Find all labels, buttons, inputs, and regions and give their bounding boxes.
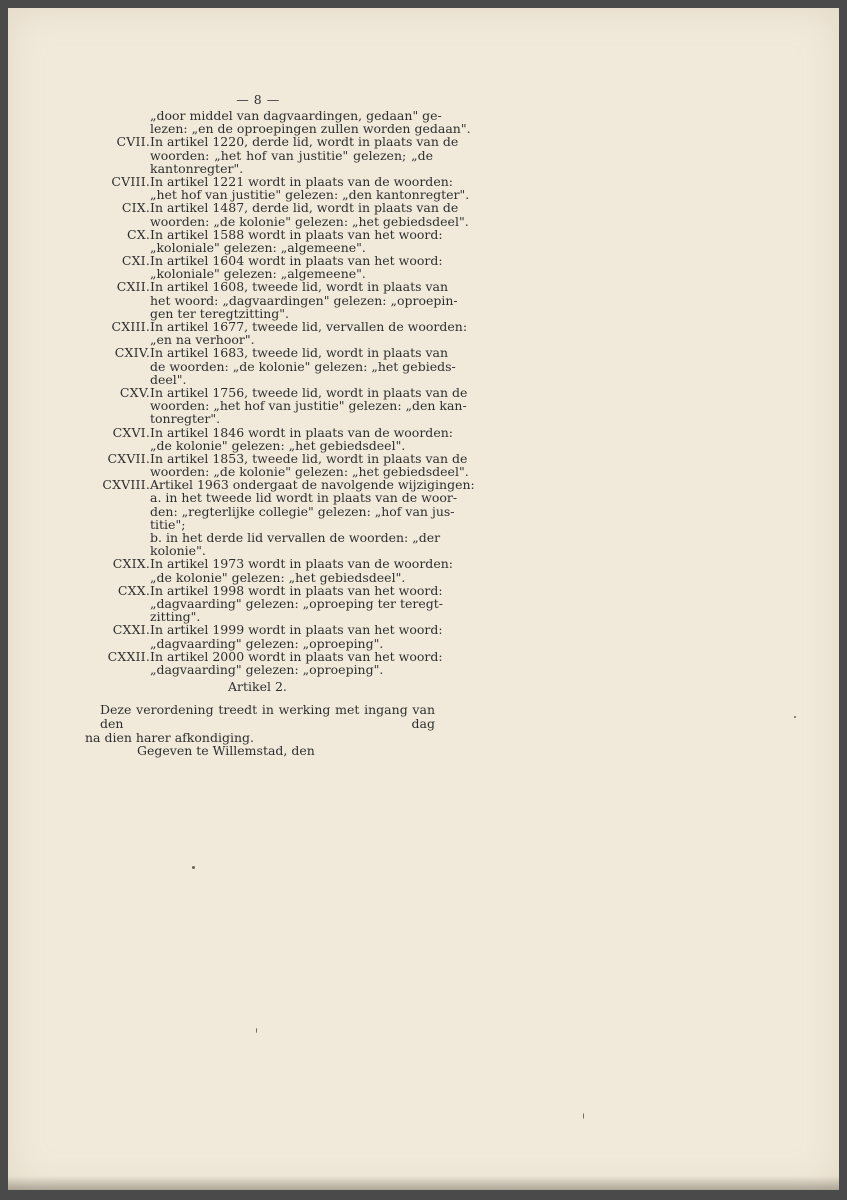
paper-speck — [192, 866, 195, 869]
paper-speck — [256, 1028, 257, 1033]
amendment-number: CX. — [126, 226, 150, 242]
amendment-line — [73, 648, 443, 664]
amendment-line — [73, 345, 449, 361]
amendment-text: lezen: „en de oproepingen zullen worden gedaan". — [150, 121, 471, 137]
amendment-line — [73, 292, 458, 308]
amendment-text: kolonie". — [150, 543, 206, 559]
amendment-text: Artikel 1963 ondergaat de navolgende wijzigingen: — [150, 477, 475, 493]
amendment-line — [73, 490, 458, 506]
amendment-text: „koloniale" gelezen: „algemeene". — [150, 266, 366, 282]
closing-line-2: na dien harer afkondiging. — [85, 730, 254, 745]
amendment-line — [73, 637, 433, 650]
amendment-text: gen ter teregtzitting". — [150, 305, 290, 321]
amendment-text: In artikel 1683, tweede lid, wordt in plaats van — [150, 345, 449, 361]
amendment-line — [73, 595, 443, 611]
amendment-line — [73, 373, 433, 386]
amendment-number: CXVI. — [112, 424, 150, 440]
amendment-text: zitting". — [150, 609, 201, 625]
amendment-number: CXIV. — [114, 345, 150, 361]
amendment-number: CXII. — [116, 279, 150, 295]
amendment-line — [73, 571, 433, 584]
amendment-text: In artikel 1487, derde lid, wordt in plaats van de — [150, 200, 459, 216]
amendment-number: CXVII. — [107, 450, 150, 466]
page-number: — 8 — — [236, 92, 280, 107]
amendment-text: woorden: „de kolonie" gelezen: „het gebiedsdeel". — [150, 464, 469, 480]
amendment-text: a. in het tweede lid wordt in plaats van de woor- — [150, 490, 458, 506]
paper-speck — [583, 1113, 584, 1119]
amendment-text: In artikel 1756, tweede lid, wordt in plaats van de — [150, 384, 468, 400]
amendment-text: „het hof van justitie" gelezen: „den kantonregter". — [150, 187, 470, 203]
amendment-text: „en na verhoor". — [150, 332, 255, 348]
amendment-text: In artikel 1604 wordt in plaats van het woord: — [150, 253, 443, 269]
amendment-text: titie"; — [150, 516, 186, 532]
amendment-line — [73, 358, 456, 374]
amendment-text: In artikel 1973 wordt in plaats van de woorden: — [150, 556, 453, 572]
amendment-number: CIX. — [121, 200, 150, 216]
amendment-text: In artikel 1220, derde lid, wordt in plaats van de — [150, 134, 459, 150]
amendment-line — [73, 412, 433, 425]
amendment-number: CXX. — [117, 582, 150, 598]
paper-speck — [794, 716, 796, 718]
given-at-line: Gegeven te Willemstad, den — [137, 743, 315, 758]
amendment-number: CXI. — [121, 253, 150, 269]
amendment-text: deel". — [150, 371, 187, 387]
amendment-text: woorden: „het hof van justitie" gelezen; „de — [150, 147, 433, 163]
amendment-line — [73, 162, 433, 175]
amendment-text: In artikel 1846 wordt in plaats van de woorden: — [150, 424, 453, 440]
amendment-number: CXXI. — [112, 622, 150, 638]
amendment-text: In artikel 2000 wordt in plaats van het woord: — [150, 648, 443, 664]
amendment-line — [73, 439, 433, 452]
amendment-number: CVIII. — [111, 173, 150, 189]
amendment-text: b. in het derde lid vervallen de woorden: „der — [150, 530, 441, 545]
closing-line-1: Deze verordening treedt in werking met ingang van den dag — [100, 702, 435, 731]
amendment-line — [73, 149, 433, 162]
amendment-number: CVII. — [116, 134, 150, 150]
amendment-text: In artikel 1608, tweede lid, wordt in plaats van — [150, 279, 449, 295]
amendment-text: de woorden: „de kolonie" gelezen: „het gebieds- — [150, 358, 456, 374]
amendment-line — [73, 200, 459, 216]
amendment-line — [73, 398, 467, 414]
amendment-line — [73, 424, 453, 440]
amendment-number: CXIII. — [111, 319, 150, 334]
amendment-line — [73, 556, 453, 572]
amendment-text: In artikel 1999 wordt in plaats van het woord: — [150, 622, 443, 638]
amendment-text: In artikel 1221 wordt in plaats van de woorden: — [150, 173, 453, 189]
amendment-text: „de kolonie" gelezen: „het gebiedsdeel". — [150, 437, 406, 453]
document-page — [8, 8, 839, 1190]
amendment-line — [73, 663, 433, 676]
amendment-line — [73, 279, 449, 295]
amendment-number: CXXII. — [107, 648, 150, 664]
amendment-text: woorden: „de kolonie" gelezen: „het gebiedsdeel". — [150, 213, 469, 229]
amendment-text: tonregter". — [150, 411, 221, 427]
amendment-list — [73, 108, 475, 677]
amendment-text: „koloniale" gelezen: „algemeene". — [150, 239, 366, 255]
amendment-text: In artikel 1853, tweede lid, wordt in plaats van de — [150, 450, 468, 466]
amendment-text: In artikel 1998 wordt in plaats van het woord: — [150, 582, 443, 598]
amendment-text: „door middel van dagvaardingen, gedaan" ge- — [150, 108, 442, 123]
amendment-text: kantonregter". — [150, 160, 244, 176]
amendment-number: CXIX. — [112, 556, 150, 572]
amendment-text: „dagvaarding" gelezen: „oproeping". — [150, 635, 384, 651]
amendment-line — [73, 530, 441, 545]
amendment-number: CXVIII. — [102, 477, 150, 493]
amendment-text: In artikel 1588 wordt in plaats van het woord: — [150, 226, 443, 242]
article-heading: Artikel 2. — [228, 679, 287, 694]
amendment-line — [73, 134, 459, 150]
amendment-text: woorden: „het hof van justitie" gelezen: „den kan- — [150, 398, 467, 414]
amendment-text: „de kolonie" gelezen: „het gebiedsdeel". — [150, 569, 406, 585]
amendment-text: „dagvaarding" gelezen: „oproeping ter teregt- — [150, 595, 443, 611]
amendment-text: In artikel 1677, tweede lid, vervallen de woorden: — [150, 319, 468, 334]
amendment-text: „dagvaarding" gelezen: „oproeping". — [150, 661, 384, 677]
amendment-text: het woord: „dagvaardingen" gelezen: „oproepin- — [150, 292, 458, 308]
amendment-number: CXV. — [119, 384, 150, 400]
amendment-text: den: „regterlijke collegie" gelezen: „hof van jus- — [150, 503, 455, 519]
amendment-line — [73, 213, 469, 229]
amendment-line — [73, 582, 443, 598]
amendment-line — [73, 503, 455, 519]
amendment-line — [73, 622, 443, 638]
closing-paragraph — [85, 703, 435, 745]
amendment-line — [73, 226, 443, 242]
